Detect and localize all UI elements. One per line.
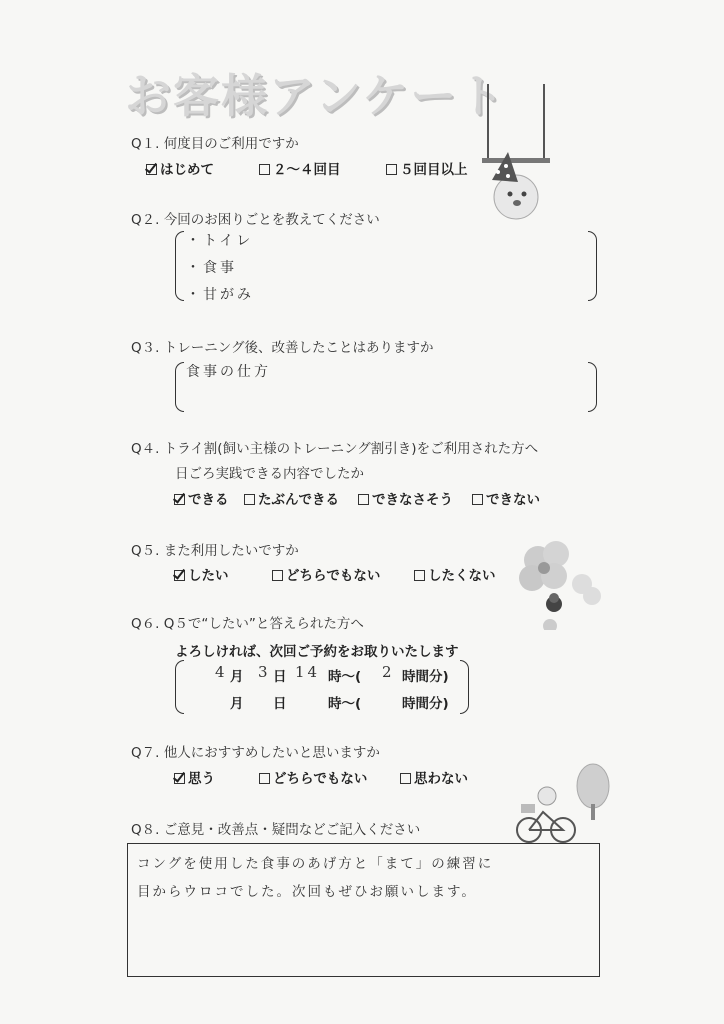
q6-row1-day-value: 3 (258, 663, 271, 681)
q5-label: Q５. また利用したいですか (131, 543, 299, 559)
q6-bracket-left (175, 660, 184, 714)
checkbox-checked-icon[interactable] (174, 494, 185, 505)
flower-ladybug-illustration (510, 538, 605, 630)
q3-answer: 食事の仕方 (186, 364, 271, 380)
q6-row1-hour-label: 時～( (328, 669, 362, 685)
q1-label: Q１. 何度目のご利用ですか (131, 136, 299, 152)
q4-option-probably-cannot[interactable]: できなさそう (358, 488, 453, 508)
q4-sublabel: 日ごろ実践できる内容でしたか (175, 466, 364, 482)
q1-option-first-time[interactable]: はじめて (146, 158, 214, 178)
q2-bracket-left (175, 231, 184, 301)
checkbox-icon[interactable] (259, 773, 270, 784)
q1-option-5-plus-times[interactable]: ５回目以上 (386, 158, 468, 178)
checkbox-icon[interactable] (358, 494, 369, 505)
checkbox-icon[interactable] (272, 570, 283, 581)
q6-row1-month-value: 4 (215, 663, 228, 681)
q2-label: Q２. 今回のお困りごとを教えてください (131, 212, 380, 228)
q3-label: Q３. トレーニング後、改善したことはありますか (131, 340, 434, 356)
page-title: お客様アンケート (125, 69, 507, 123)
q2-bracket-right (588, 231, 597, 301)
tree-bicycle-illustration (515, 760, 615, 845)
q6-label: Q６. Q５で“したい”と答えられた方へ (131, 616, 364, 632)
q6-row1-duration-label: 時間分) (402, 669, 449, 685)
checkbox-checked-icon[interactable] (174, 570, 185, 581)
checkbox-checked-icon[interactable] (146, 164, 157, 175)
q3-bracket-left (175, 362, 184, 412)
checkbox-icon[interactable] (400, 773, 411, 784)
checkbox-icon[interactable] (414, 570, 425, 581)
q2-answer-line: ・トイレ (186, 233, 254, 249)
q7-option-neither[interactable]: どちらでもない (259, 767, 367, 787)
q5-option-no[interactable]: したくない (414, 564, 496, 584)
q4-option-probably-can[interactable]: たぶんできる (244, 488, 339, 508)
q4-option-can[interactable]: できる (174, 488, 229, 508)
q1-option-2-4-times[interactable]: ２～４回目 (259, 158, 341, 178)
q7-option-yes[interactable]: 思う (174, 767, 215, 787)
q6-row2-hour-label: 時～( (328, 696, 362, 712)
q6-row2-day-label: 日 (273, 696, 287, 712)
q2-answer-line: ・甘がみ (186, 287, 254, 303)
q6-row2-duration-label: 時間分) (402, 696, 449, 712)
q8-label: Q８. ご意見・改善点・疑問などご記入ください (131, 822, 421, 838)
checkbox-icon[interactable] (472, 494, 483, 505)
q6-sublabel: よろしければ、次回ご予約をお取りいたします (175, 644, 459, 660)
q7-label: Q７. 他人におすすめしたいと思いますか (131, 745, 380, 761)
q5-option-yes[interactable]: したい (174, 564, 229, 584)
checkbox-icon[interactable] (259, 164, 270, 175)
q3-bracket-right (588, 362, 597, 412)
checkbox-icon[interactable] (386, 164, 397, 175)
q4-option-cannot[interactable]: できない (472, 488, 540, 508)
dog-on-swing-illustration (478, 82, 558, 232)
q6-row1-month-label: 月 (230, 669, 244, 685)
checkbox-checked-icon[interactable] (174, 773, 185, 784)
q6-row1-hour-value: 14 (295, 663, 321, 681)
q4-label: Q４. トライ割(飼い主様のトレーニング割引き)をご利用された方へ (131, 441, 539, 457)
q2-answer-line: ・食事 (186, 260, 237, 276)
comment-line: 目からウロコでした。次回もぜひお願いします。 (137, 884, 477, 900)
q6-row2-month-label: 月 (230, 696, 244, 712)
q5-option-neither[interactable]: どちらでもない (272, 564, 380, 584)
q7-option-no[interactable]: 思わない (400, 767, 468, 787)
q6-bracket-right (460, 660, 469, 714)
comment-line: コングを使用した食事のあげ方と「まて」の練習に (137, 856, 494, 872)
q6-row1-day-label: 日 (273, 669, 287, 685)
checkbox-icon[interactable] (244, 494, 255, 505)
q6-row1-duration-value: 2 (382, 663, 395, 681)
